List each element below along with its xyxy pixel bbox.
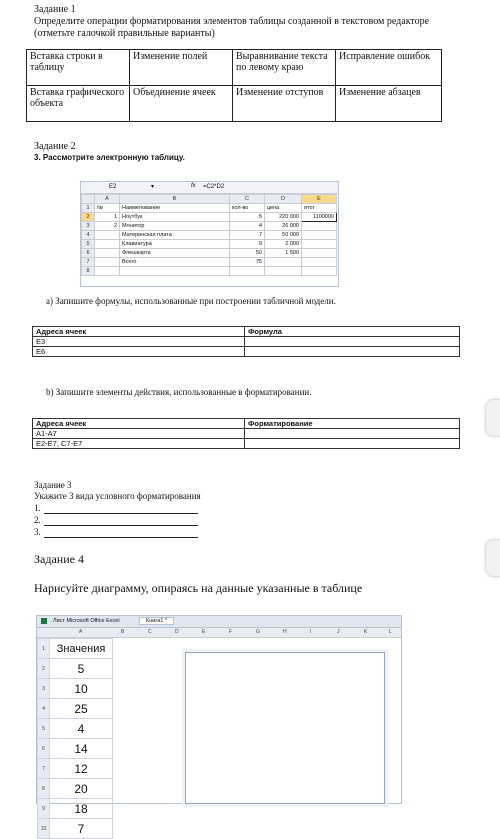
header-cell[interactable]: Значения (50, 639, 113, 659)
col-header: D (265, 195, 302, 204)
formula-bar (81, 182, 338, 194)
cell[interactable]: Материнская плата (120, 231, 230, 240)
cell[interactable]: итог (302, 204, 337, 213)
answer-line-label: 2. (34, 515, 41, 525)
cell[interactable]: Флешкарта (120, 249, 230, 258)
address-cell: E3 (33, 337, 245, 347)
answer-cell[interactable] (245, 439, 460, 449)
value-cell[interactable]: 18 (50, 799, 113, 819)
cell[interactable]: 4 (230, 222, 265, 231)
address-cell: A1-A7 (33, 429, 245, 439)
cell[interactable]: 1 (95, 213, 120, 222)
header-formula: Формула (245, 327, 460, 337)
task4-text: Нарисуйте диаграмму, опираясь на данные указанные в таблице (34, 581, 363, 595)
excel-window (36, 615, 402, 836)
cell[interactable] (265, 258, 302, 267)
answer-line-label: 3. (34, 527, 41, 537)
cell[interactable] (95, 258, 120, 267)
cell[interactable]: Клавиатура (120, 240, 230, 249)
cell[interactable]: 9 (230, 240, 265, 249)
cell[interactable] (302, 267, 337, 276)
answer-cell[interactable] (245, 337, 460, 347)
cell[interactable]: 2 000 (265, 240, 302, 249)
answer-line[interactable] (44, 537, 198, 538)
formula-text[interactable]: =C2*D2 (203, 184, 225, 190)
dropdown-icon: ▾ (151, 184, 155, 190)
col-header: E (302, 195, 337, 204)
cell[interactable]: Всего (120, 258, 230, 267)
cell[interactable] (95, 240, 120, 249)
cell[interactable] (302, 249, 337, 258)
values-grid: 1 Значения 2 5 3 10 4 25 5 4 6 14 7 12 8 20 9 18 10 7 (37, 638, 113, 839)
cell[interactable] (302, 258, 337, 267)
namebox[interactable]: E2 (109, 184, 117, 190)
task1-note: (отметьте галочкой правильные варианты) (34, 28, 215, 39)
task1-text: Определите операции форматирования элементов таблицы созданной в текстовом редакторе (34, 16, 430, 27)
scroll-handle[interactable] (486, 540, 500, 576)
value-cell[interactable]: 7 (50, 819, 113, 839)
col-header: A (95, 195, 120, 204)
cell[interactable]: 220 000 (265, 213, 302, 222)
cell[interactable]: 75 (230, 258, 265, 267)
cell[interactable] (230, 267, 265, 276)
excel-screenshot (80, 181, 339, 287)
cell[interactable] (302, 231, 337, 240)
fx-icon: fx (191, 183, 196, 189)
col-header: C (230, 195, 265, 204)
value-cell[interactable]: 20 (50, 779, 113, 799)
cell[interactable] (95, 231, 120, 240)
header-formatting: Форматирование (245, 419, 460, 429)
cell[interactable]: Ноутбук (120, 213, 230, 222)
task3-text: Укажите 3 вида условного форматирования (34, 491, 201, 501)
header-addresses: Адреса ячеек (33, 327, 245, 337)
question-b: b) Запишите элементы действия, использованные в форматировании. (46, 387, 312, 397)
cell[interactable] (265, 267, 302, 276)
task1-title: Задание 1 (34, 4, 76, 15)
t1-cell[interactable]: Изменение отступов (233, 86, 336, 122)
excel-icon (41, 618, 47, 624)
cell[interactable]: 2 (95, 222, 120, 231)
answer-line[interactable] (44, 525, 198, 526)
task2-subtitle: 3. Рассмотрите электронную таблицу. (34, 153, 185, 162)
header-addresses: Адреса ячеек (33, 419, 245, 429)
t1-cell[interactable]: Выравнивание текста по левому краю (233, 50, 336, 86)
task1-table (26, 49, 442, 122)
t1-cell[interactable]: Исправление ошибок (336, 50, 442, 86)
answer-line[interactable] (44, 513, 198, 514)
column-headers: A B C D E F G H I J K L (37, 628, 401, 638)
value-cell[interactable]: 14 (50, 739, 113, 759)
cell[interactable]: 1 500 (265, 249, 302, 258)
tab-book1[interactable]: Книга1 * (139, 617, 174, 625)
cell[interactable]: Монитор (120, 222, 230, 231)
task4-title: Задание 4 (34, 552, 84, 566)
value-cell[interactable]: 10 (50, 679, 113, 699)
value-cell[interactable]: 25 (50, 699, 113, 719)
cell[interactable]: 5 (230, 213, 265, 222)
cell[interactable]: 26 000 (265, 222, 302, 231)
cell[interactable] (95, 267, 120, 276)
answer-line-label: 1. (34, 503, 41, 513)
cell[interactable] (95, 249, 120, 258)
t1-cell[interactable]: Изменение абзацев (336, 86, 442, 122)
answer-cell[interactable] (245, 347, 460, 357)
cell[interactable] (302, 222, 337, 231)
tab-bar (37, 616, 401, 628)
cell[interactable]: 50 000 (265, 231, 302, 240)
table-a (32, 326, 460, 357)
t1-cell[interactable]: Вставка строки в таблицу (27, 50, 130, 86)
cell[interactable]: кол-во (230, 204, 265, 213)
question-a: a) Запишите формулы, использованные при построении табличной модели. (46, 296, 336, 306)
value-cell[interactable]: 5 (50, 659, 113, 679)
answer-cell[interactable] (245, 429, 460, 439)
cell[interactable] (120, 267, 230, 276)
value-cell[interactable]: 4 (50, 719, 113, 739)
address-cell: E2-E7, C7-E7 (33, 439, 245, 449)
t1-cell[interactable]: Изменение полей (130, 50, 233, 86)
cell[interactable] (302, 240, 337, 249)
task2-title: Задание 2 (34, 141, 76, 152)
value-cell[interactable]: 12 (50, 759, 113, 779)
cell-selected[interactable]: 1100000 (302, 213, 337, 222)
table-b (32, 418, 460, 449)
cell[interactable]: Наименование (120, 204, 230, 213)
address-cell: E6 (33, 347, 245, 357)
tab-workbook-main[interactable]: Лист Microsoft Office Excel (53, 618, 120, 624)
cell[interactable]: 50 (230, 249, 265, 258)
cell[interactable]: цена (265, 204, 302, 213)
excel-grid: A B C D E 1 № Наименование кол-во цена итог 2 1 Ноутбук 5 220 000 1100000 3 2 Монитор 4 26 000 4 Материнская плата 7 50 000 5 Клавиатура 9 2 000 6 Флешкарта 50 1 500 7 Всего 75 8 (81, 194, 337, 276)
scroll-handle[interactable] (486, 400, 500, 436)
cell[interactable]: № (95, 204, 120, 213)
t1-cell[interactable]: Вставка графического объекта (27, 86, 130, 122)
col-header: B (120, 195, 230, 204)
t1-cell[interactable]: Объединение ячеек (130, 86, 233, 122)
chart-area[interactable] (185, 652, 385, 804)
task3-title: Задание 3 (34, 480, 72, 490)
cell[interactable]: 7 (230, 231, 265, 240)
